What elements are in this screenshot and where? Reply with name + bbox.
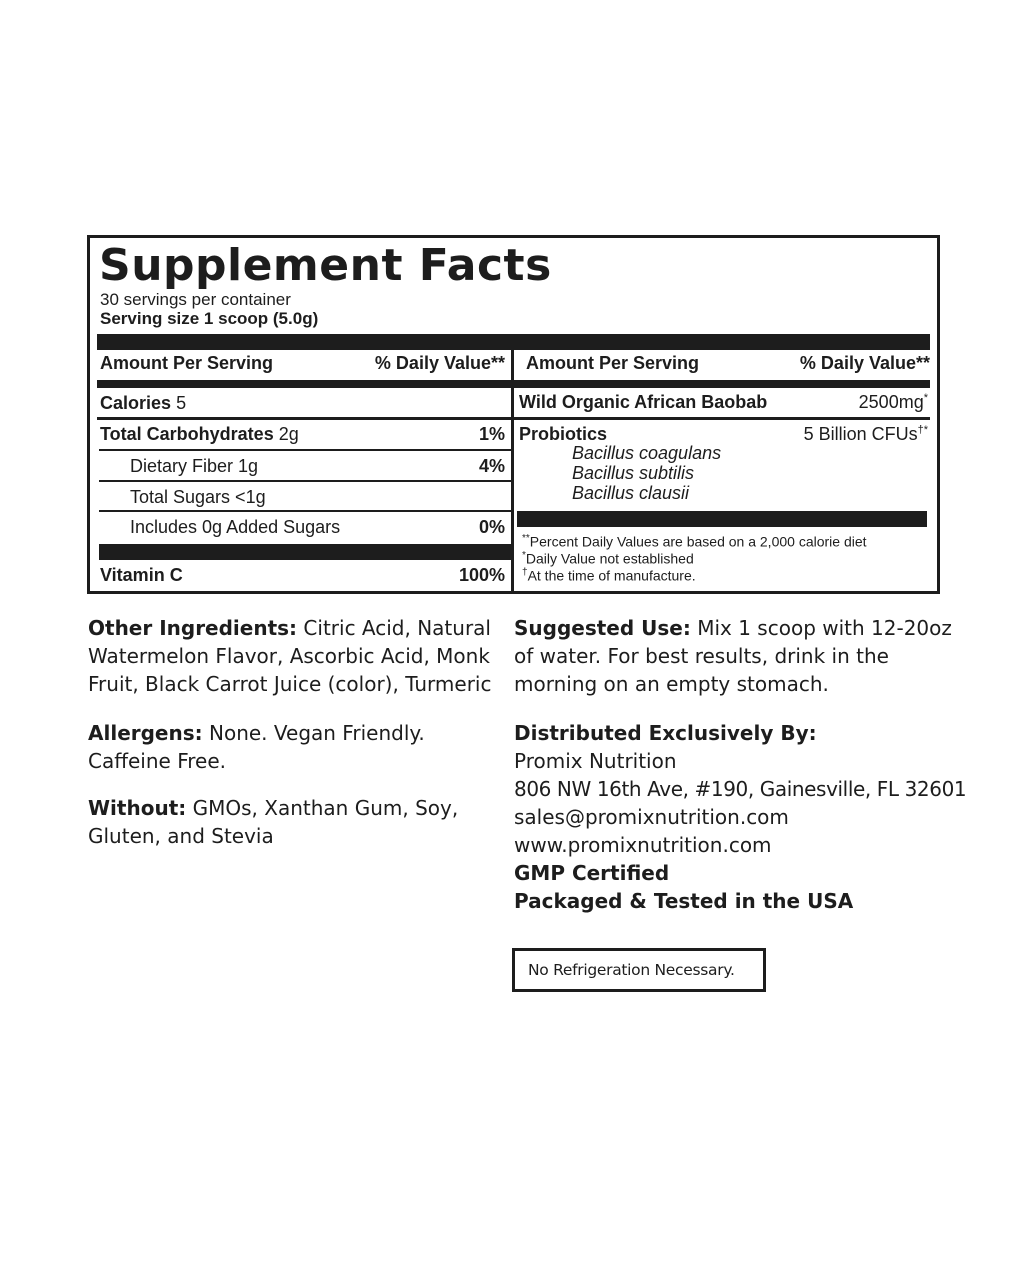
- row-divider: [99, 480, 511, 482]
- footnote-not-established: *Daily Value not established: [522, 550, 694, 567]
- left-amount-header: Amount Per Serving: [100, 353, 274, 373]
- carbs-dv: 1%: [478, 424, 505, 444]
- thick-divider: [99, 544, 511, 560]
- servings-per-container: 30 servings per container: [100, 290, 291, 309]
- gmp-certified: GMP Certified: [514, 861, 670, 885]
- medium-divider: [97, 380, 511, 388]
- right-amount-header: Amount Per Serving: [526, 353, 700, 373]
- calories-value: 5: [176, 393, 187, 413]
- vitamin-c-dv: 100%: [458, 565, 505, 585]
- footnote-dv: **Percent Daily Values are based on a 2,000 calorie diet: [522, 533, 867, 550]
- strain-item: Bacillus clausii: [572, 483, 690, 503]
- distributor: [514, 719, 1014, 915]
- distributor-label: Distributed Exclusively By:: [514, 721, 817, 745]
- panel-title: Supplement Facts: [99, 240, 552, 291]
- medium-divider: [514, 380, 930, 388]
- distributor-email: sales@promixnutrition.com: [514, 805, 789, 829]
- fiber-label: Dietary Fiber 1g: [130, 456, 259, 476]
- carbs-label: Total Carbohydrates 2g: [100, 424, 299, 444]
- vitamin-c-label: Vitamin C: [100, 565, 183, 585]
- supplement-facts-panel: [87, 235, 940, 594]
- row-divider: [514, 417, 930, 420]
- suggested-use: Suggested Use: Mix 1 scoop with 12-20oz of water. For best results, drink in the morning on an empty stomach.: [514, 616, 952, 696]
- strain-item: Bacillus subtilis: [572, 463, 695, 483]
- sugars-label: Total Sugars <1g: [130, 487, 266, 507]
- serving-size: Serving size 1 scoop (5.0g): [100, 309, 319, 328]
- footnote-manufacture: †At the time of manufacture.: [522, 567, 696, 584]
- distributor-name: Promix Nutrition: [514, 749, 677, 773]
- without: Without: GMOs, Xanthan Gum, Soy, Gluten, and Stevia: [88, 796, 459, 848]
- added-sugars-label: Includes 0g Added Sugars: [130, 517, 341, 537]
- baobab-value: 2500mg*: [858, 392, 928, 412]
- allergens: Allergens: None. Vegan Friendly. Caffeine Free.: [88, 721, 425, 773]
- calories-label: Calories 5: [100, 393, 187, 413]
- left-dv-header: % Daily Value**: [374, 353, 505, 373]
- strain-item: Bacillus coagulans: [572, 443, 722, 463]
- distributor-address: 806 NW 16th Ave, #190, Gainesville, FL 32601: [514, 777, 967, 801]
- packaged-tested: Packaged & Tested in the USA: [514, 889, 854, 913]
- probiotics-value: 5 Billion CFUs†*: [803, 424, 928, 444]
- fiber-dv: 4%: [478, 456, 505, 476]
- row-divider: [99, 449, 511, 451]
- distributor-website: www.promixnutrition.com: [514, 833, 772, 857]
- row-divider: [97, 417, 511, 420]
- thick-divider: [517, 511, 927, 527]
- probiotics-label: Probiotics: [519, 424, 608, 444]
- added-sugars-dv: 0%: [478, 517, 505, 537]
- row-divider: [99, 510, 511, 512]
- carbs-amount: 2g: [278, 424, 299, 444]
- storage-note: No Refrigeration Necessary.: [512, 948, 766, 992]
- other-ingredients: Other Ingredients: Citric Acid, Natural Watermelon Flavor, Ascorbic Acid, Monk Fruit, Black Carrot Juice (color), Turmeric: [88, 616, 492, 696]
- baobab-label: Wild Organic African Baobab: [519, 392, 768, 412]
- right-dv-header: % Daily Value**: [799, 353, 930, 373]
